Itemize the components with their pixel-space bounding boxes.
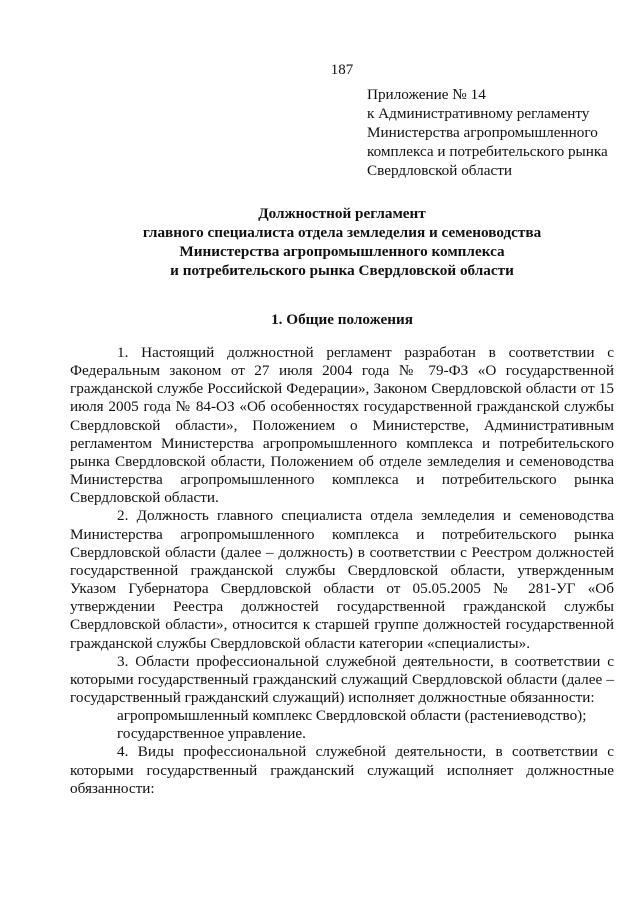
paragraph-4: 4. Виды профессиональной служебной деятельности, в соответствии с которыми государственный гражданский служащий исполняет должностные обязанности:: [70, 743, 614, 797]
appendix-line: комплекса и потребительского рынка: [367, 143, 608, 160]
title-line: Должностной регламент: [258, 205, 426, 222]
paragraph-3: 3. Области профессиональной служебной деятельности, в соответствии с которыми государственный гражданский служащий Свердловской области (далее – государственный гражданский служащий) исполняет должностные обязанности:: [70, 652, 614, 706]
paragraph-1: 1. Настоящий должностной регламент разработан в соответствии с Федеральным законом от 27 июля 2004 года № 79-ФЗ «О государственной гражданской службе Российской Федерации», Законом Свердловской области от 15 июля 2005 года № 84-ОЗ «Об особенностях государственной гражданской службы Свердловской области», Положением о Министерстве, Административным регламентом Министерства агропромышленного комплекса и потребительского рынка Свердловской области, Положением об отделе земледелия и семеноводства Министерства агропромышленного комплекса и потребительского рынка Свердловской области.: [70, 344, 614, 507]
paragraph-2: 2. Должность главного специалиста отдела земледелия и семеноводства Министерства агропромышленного комплекса и потребительского рынка Свердловской области (далее – должность) в соответствии с Реестром должностей государственной гражданской службы Свердловской области, утвержденным Указом Губернатора Свердловской области от 05.05.2005 № 281-УГ «Об утверждении Реестра должностей государственной гражданской службы Свердловской области», относится к старшей группе должностей государственной гражданской службы Свердловской области категории «специалисты».: [70, 507, 614, 652]
list-item: агропромышленный комплекс Свердловской области (растениеводство);: [117, 707, 587, 725]
title-line: Министерства агропромышленного комплекса: [179, 243, 505, 260]
section-heading: 1. Общие положения: [271, 311, 413, 328]
appendix-line: Министерства агропромышленного: [367, 124, 598, 141]
document-body: [70, 344, 614, 798]
list-item: государственное управление.: [117, 725, 306, 743]
title-line: главного специалиста отдела земледелия и семеноводства: [142, 224, 542, 241]
title-line: и потребительского рынка Свердловской области: [170, 262, 514, 279]
appendix-line: Свердловской области: [367, 162, 512, 179]
appendix-block: [367, 85, 627, 180]
page-number: 187: [330, 62, 354, 78]
appendix-line: Приложение № 14: [367, 86, 486, 103]
document-title: [70, 204, 614, 280]
appendix-line: к Административному регламенту: [367, 105, 590, 122]
